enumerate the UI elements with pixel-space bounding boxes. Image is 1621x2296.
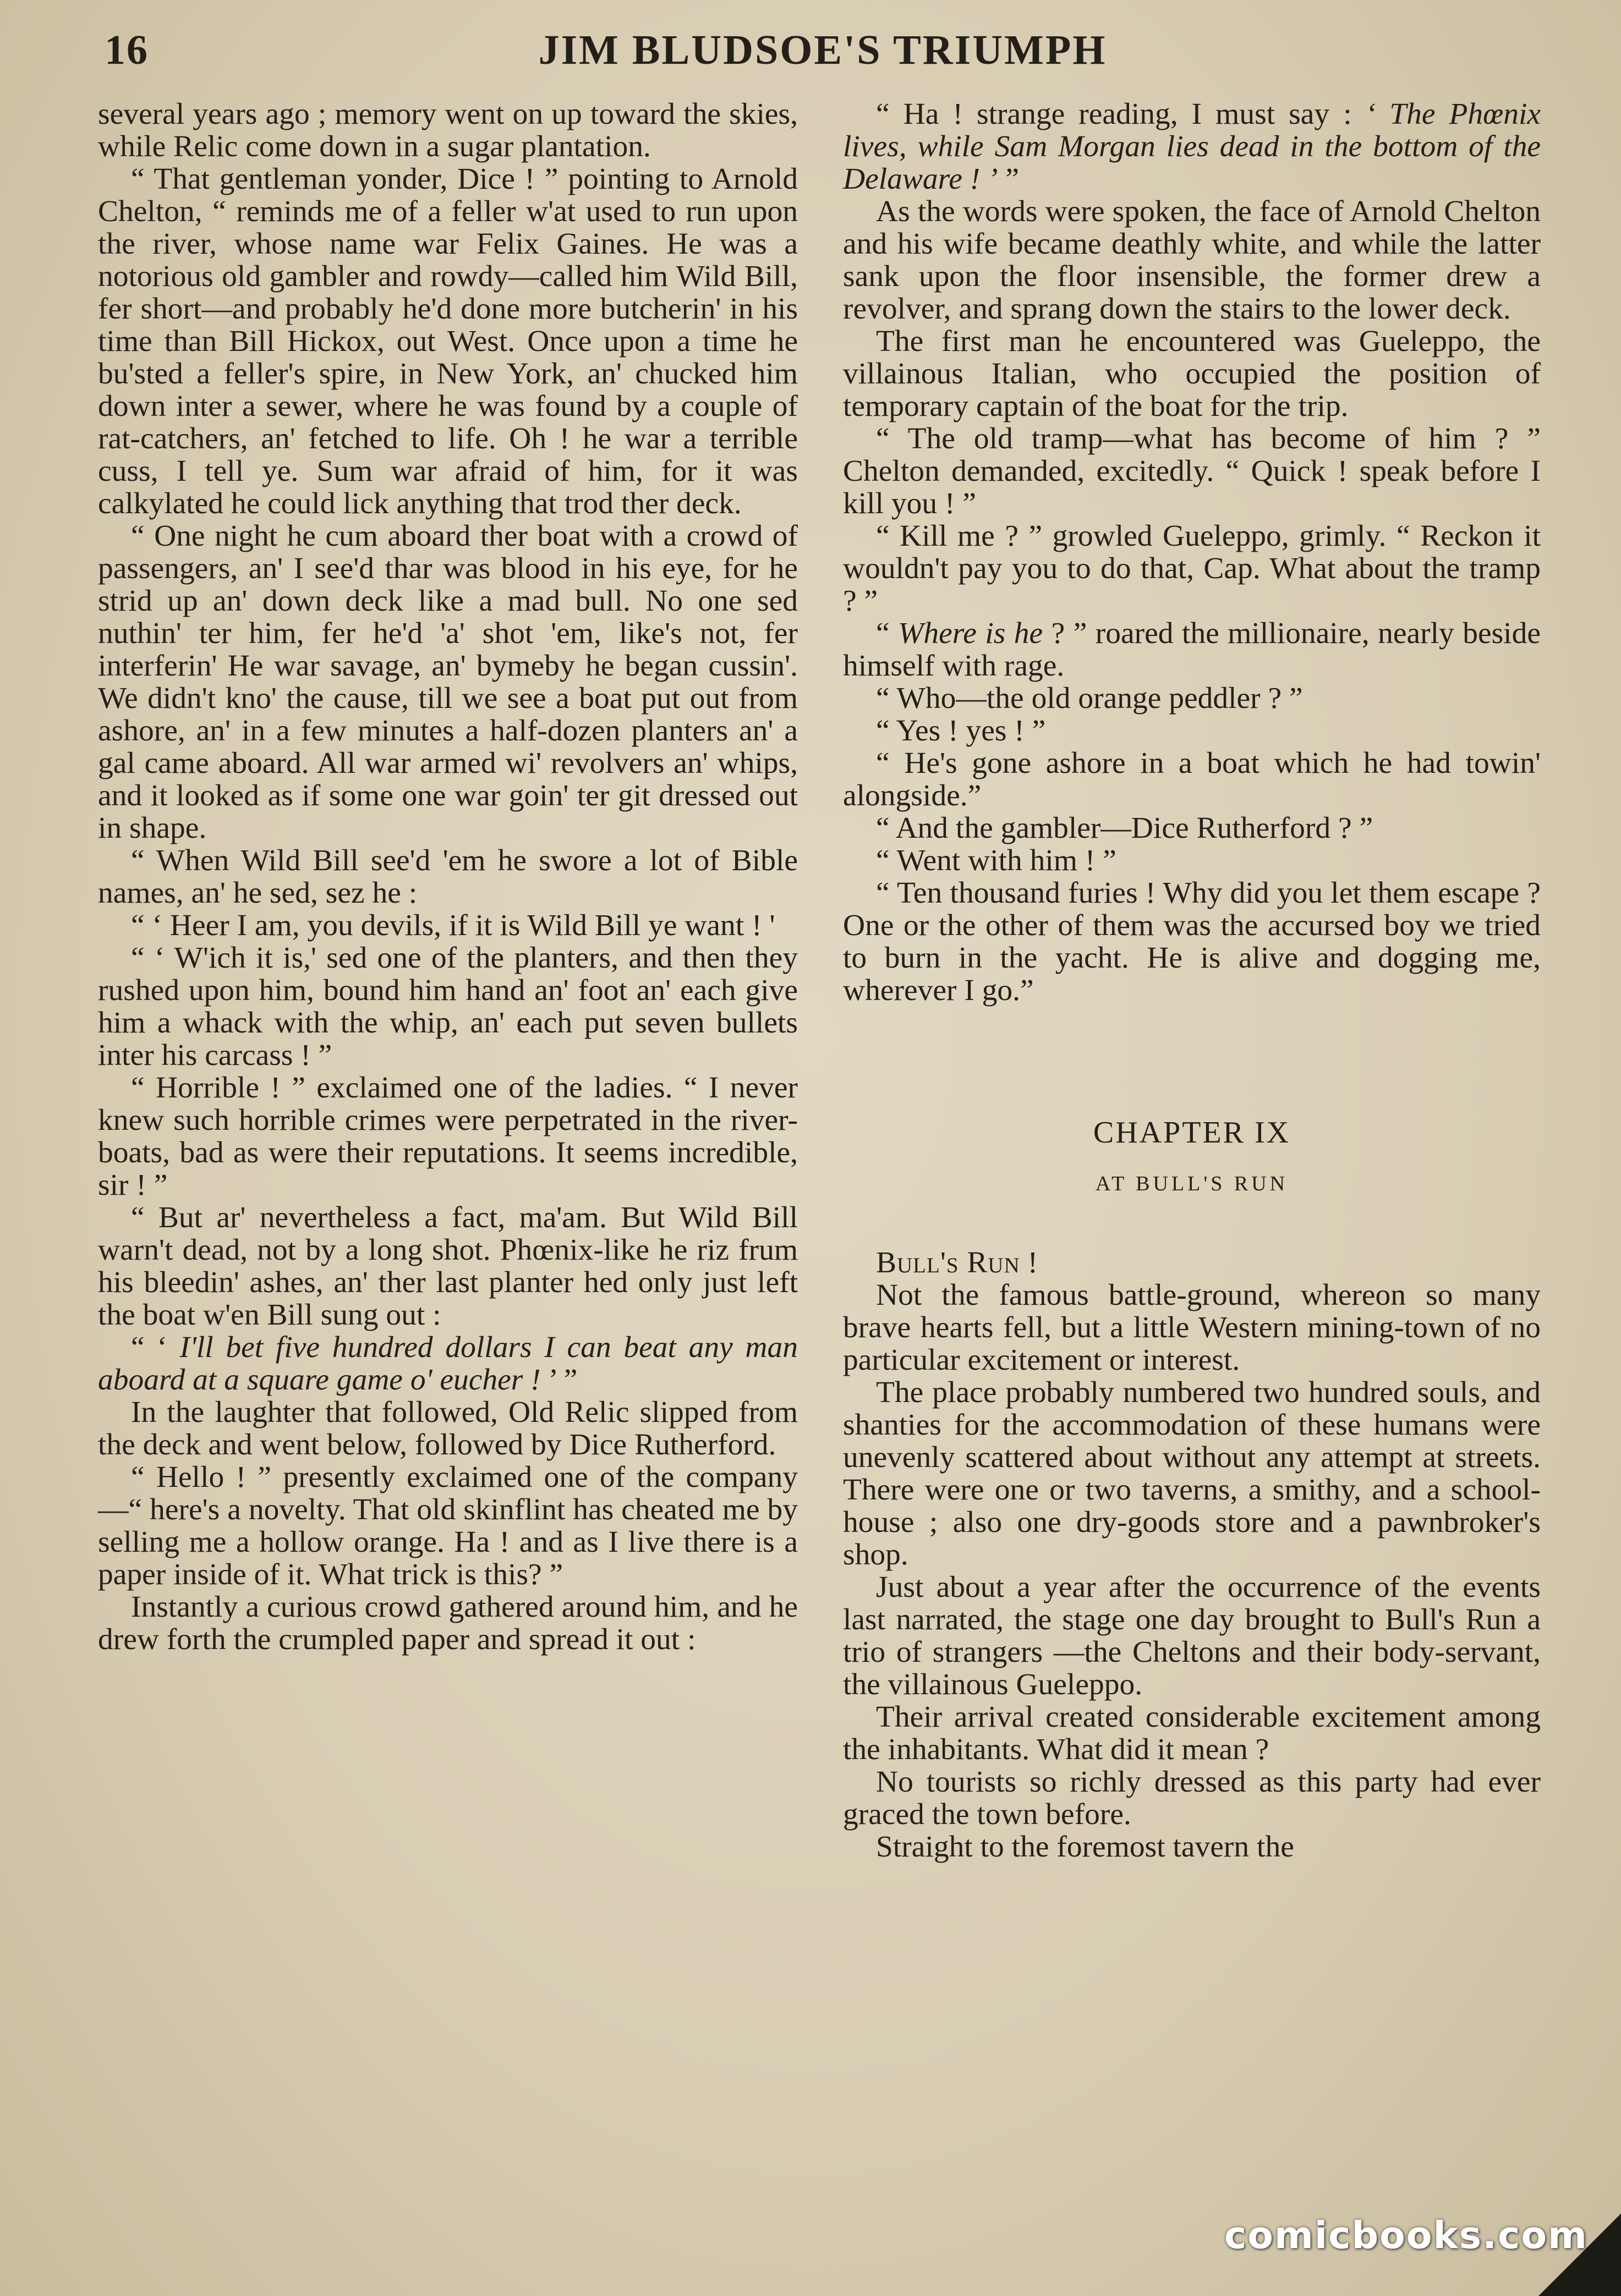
- paragraph: In the laughter that followed, Old Relic slipped from the deck and went below, followed by Dice Rutherford.: [98, 1396, 798, 1462]
- running-title: JIM BLUDSOE'S TRIUMPH: [538, 27, 1107, 73]
- paragraph: [843, 617, 1541, 682]
- italic-paragraph: [98, 1331, 798, 1396]
- paragraph: “ The old tramp—what has become of him ? ” Chelton demanded, excitedly. “ Quick ! speak before I kill you ! ”: [843, 422, 1541, 520]
- paragraph: Not the famous battle-ground, whereon so many brave hearts fell, but a little Western mining-town of no particular excitement or interest.: [843, 1278, 1541, 1377]
- paragraph-lead: “ Ha ! strange reading, I must say :: [876, 97, 1352, 131]
- opening-rest: !: [1020, 1246, 1038, 1279]
- quote-close: ”: [998, 162, 1020, 196]
- page-header: [105, 26, 1541, 92]
- right-column: [843, 98, 1541, 1863]
- opening-smallcaps: Bull's Run: [876, 1246, 1020, 1279]
- paragraph: “ Hello ! ” presently exclaimed one of the company—“ here's a novelty. That old skinflint has cheated me by selling me a hollow orange. Ha ! and as I live there is a paper inside of it. What trick is this? ”: [98, 1460, 798, 1591]
- paragraph: “ Went with him ! ”: [876, 844, 1116, 877]
- paragraph: Straight to the foremost tavern the: [876, 1830, 1294, 1864]
- watermark: comicbooks.com: [1224, 2214, 1588, 2257]
- quote-open: “: [876, 617, 899, 650]
- paragraph: “ ‘ W'ich it is,' sed one of the planters, and then they rushed upon him, bound him hand an' foot an' each give him a whack with the whip, an' each put seven bullets inter his carcass ! ”: [98, 941, 798, 1072]
- paragraph: “ He's gone ashore in a boat which he had towin' alongside.”: [843, 746, 1541, 812]
- paragraph: “ ‘ Heer I am, you devils, if it is Wild Bill ye want ! ': [131, 909, 775, 942]
- paragraph: [843, 98, 1541, 195]
- left-column: [98, 98, 798, 1656]
- paragraph: “ Horrible ! ” exclaimed one of the ladies. “ I never knew such horrible crimes were perpetrated in the river-boats, bad as were their reputations. It seems incredible, sir ! ”: [98, 1071, 798, 1202]
- paragraph: “ One night he cum aboard ther boat with a crowd of passengers, an' I see'd thar was blood in his eye, for he strid up an' down deck like a mad bull. No one sed nuthin' ter him, fer he'd 'a' shot 'em, like's not, fer interferin' He war savage, an' bymeby he began cussin'. We didn't kno' the cause, till we see a boat put out from ashore, an' in a few minutes a half-dozen planters an' a gal came aboard. All war armed wi' revolvers an' whips, and it looked as if some one war goin' ter git dressed out in shape.: [98, 519, 798, 845]
- paragraph: “ Ten thousand furies ! Why did you let them escape ? One or the other of them was the accursed boy we tried to burn in the yacht. He is alive and dogging me, wherever I go.”: [843, 876, 1541, 1007]
- paragraph: The place probably numbered two hundred souls, and shanties for the accommodation of these humans were unevenly scattered about without any attempt at streets. There were one or two taverns, a smithy, and a school-house ; also one dry-goods store and a pawnbroker's shop.: [843, 1376, 1541, 1572]
- paragraph: “ But ar' nevertheless a fact, ma'am. But Wild Bill warn't dead, not by a long shot. Phœnix-like he riz frum his bleedin' ashes, an' ther last planter hed only just left the boat w'en Bill sung out :: [98, 1201, 798, 1332]
- paragraph: The first man he encountered was Gueleppo, the villainous Italian, who occupied the position of temporary captain of the boat for the trip.: [843, 325, 1541, 423]
- paragraph: Instantly a curious crowd gathered around him, and he drew forth the crumpled paper and spread it out :: [98, 1590, 798, 1656]
- paragraph: As the words were spoken, the face of Arnold Chelton and his wife became deathly white, and while the latter sank upon the floor insensible, the former drew a revolver, and sprang down the stairs to the lower deck.: [843, 195, 1541, 326]
- paragraph: Just about a year after the occurrence of the events last narrated, the stage one day brought to Bull's Run a trio of strangers —the Cheltons and their body-servant, the villainous Gueleppo.: [843, 1570, 1541, 1701]
- page-corner: [1538, 2213, 1621, 2296]
- paragraph: “ And the gambler—Dice Rutherford ? ”: [876, 811, 1373, 845]
- paragraph: “ Kill me ? ” growled Gueleppo, grimly. “ Reckon it wouldn't pay you to do that, Cap. What about the tramp ? ”: [843, 519, 1541, 618]
- quote-close: ’ ”: [540, 1363, 578, 1397]
- paragraph-rest: ? ” roared the millionaire, nearly beside himself with rage.: [843, 617, 1541, 683]
- quote-open: “ ‘: [131, 1331, 180, 1364]
- paragraph: “ When Wild Bill see'd 'em he swore a lot of Bible names, an' he sed, sez he :: [98, 844, 798, 910]
- chapter-title: CHAPTER IX: [1093, 1116, 1291, 1150]
- paragraph: “ Yes ! yes ! ”: [876, 714, 1046, 748]
- chapter-opening: [843, 1246, 1541, 1279]
- italic-text: Where is he: [898, 617, 1043, 650]
- paragraph: “ Who—the old orange peddler ? ”: [876, 682, 1303, 715]
- page-number: 16: [105, 27, 149, 73]
- chapter-subtitle: AT BULL'S RUN: [1095, 1172, 1289, 1195]
- italic-text: I'll bet five hundred dollars I can beat any man aboard at a square game o' eucher !: [98, 1331, 798, 1397]
- paragraph: Their arrival created considerable excitement among the inhabitants. What did it mean ?: [843, 1700, 1541, 1766]
- paragraph: several years ago ; memory went on up toward the skies, while Relic come down in a sugar plantation.: [98, 97, 798, 163]
- paragraph: No tourists so richly dressed as this party had ever graced the town before.: [843, 1765, 1541, 1831]
- italic-text: ‘ The Phœnix lives, while Sam Morgan lies dead in the bottom of the Delaware ! ’: [843, 97, 1541, 196]
- paragraph: “ That gentleman yonder, Dice ! ” pointing to Arnold Chelton, “ reminds me of a feller w'at used to run upon the river, whose name war Felix Gaines. He was a notorious old gambler and rowdy—called him Wild Bill, fer short—and probably he'd done more butcherin' in his time than Bill Hickox, out West. Once upon a time he bu'sted a feller's spire, in New York, an' chucked him down inter a sewer, where he was found by a couple of rat-catchers, an' fetched to life. Oh ! he war a terrible cuss, I tell ye. Sum war afraid of him, for it was calkylated he could lick anything that trod ther deck.: [98, 162, 798, 520]
